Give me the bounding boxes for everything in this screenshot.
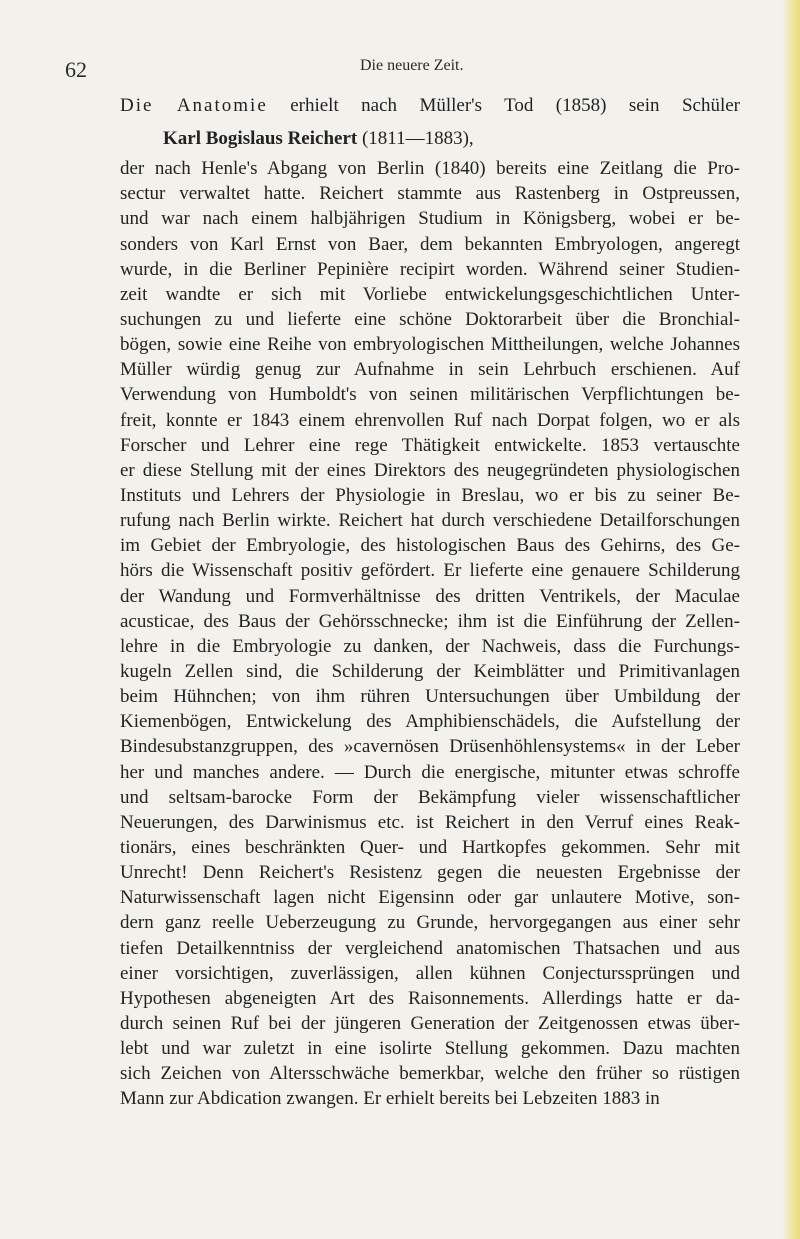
- text-line: sonders von Karl Ernst von Baer, dem bekannten Embryologen, angeregt: [120, 233, 740, 255]
- text-line: wurde, in die Berliner Pepinière recipirt worden. Während seiner Studien-: [120, 258, 740, 280]
- text-line: zeit wandte er sich mit Vorliebe entwickelungsgeschichtlichen Unter-: [120, 283, 740, 305]
- intro-rest: erhielt nach Müller's Tod (1858) sein Schüler: [267, 95, 740, 116]
- text-line: Instituts und Lehrers der Physiologie in Breslau, wo er bis zu seiner Be-: [120, 484, 740, 506]
- intro-spaced-word: Die Anatomie: [120, 95, 268, 116]
- text-line: tiefen Detailkenntniss der vergleichend anatomischen Thatsachen und aus: [120, 937, 740, 959]
- text-line: sectur verwaltet hatte. Reichert stammte aus Rastenberg in Ostpreussen,: [120, 183, 740, 205]
- text-line: her und manches andere. — Durch die energische, mitunter etwas schroffe: [120, 761, 740, 783]
- person-dates: (1811—1883),: [357, 128, 474, 150]
- text-line: sich Zeichen von Altersschwäche bemerkbar, welche den früher so rüstigen: [120, 1063, 740, 1085]
- text-line: Mann zur Abdication zwangen. Er erhielt bereits bei Lebzeiten 1883 in: [120, 1088, 660, 1110]
- text-line: Bindesubstanzgruppen, des »cavernösen Drüsenhöhlensystems« in der Leber: [120, 736, 740, 758]
- text-line: dern ganz reelle Ueberzeugung zu Grunde, hervorgegangen aus einer sehr: [120, 912, 740, 934]
- text-line: der nach Henle's Abgang von Berlin (1840) bereits eine Zeitlang die Pro-: [120, 158, 740, 180]
- text-line: lehre in die Embryologie zu danken, der Nachweis, dass die Furchungs-: [120, 635, 740, 657]
- text-line: bögen, sowie eine Reihe von embryologischen Mittheilungen, welche Johannes: [120, 334, 740, 356]
- text-line: beim Hühnchen; von ihm rühren Untersuchungen über Umbildung der: [120, 686, 740, 708]
- text-line: Verwendung von Humboldt's von seinen militärischen Verpflichtungen be-: [120, 384, 740, 406]
- text-line: lebt und war zuletzt in eine isolirte Stellung gekommen. Dazu machten: [120, 1038, 740, 1060]
- text-line: Müller würdig genug zur Aufnahme in sein Lehrbuch erschienen. Auf: [120, 359, 740, 381]
- text-line: Kiemenbögen, Entwickelung des Amphibienschädels, die Aufstellung der: [120, 711, 740, 733]
- body-text: [120, 93, 740, 1111]
- text-line: Naturwissenschaft lagen nicht Eigensinn oder gar unlautere Motive, son-: [120, 887, 740, 909]
- text-line: Hypothesen abgeneigten Art des Raisonnements. Allerdings hatte er da-: [120, 987, 740, 1009]
- text-line: Unrecht! Denn Reichert's Resistenz gegen die neuesten Ergebnisse der: [120, 862, 740, 884]
- text-line: im Gebiet der Embryologie, des histologischen Baus des Gehirns, des Ge-: [120, 535, 740, 557]
- text-line: rufung nach Berlin wirkte. Reichert hat durch verschiedene Detailforschungen: [120, 510, 740, 532]
- text-line: Forscher und Lehrer eine rege Thätigkeit entwickelte. 1853 vertauschte: [120, 434, 740, 456]
- text-line: der Wandung und Formverhältnisse des dritten Ventrikels, der Maculae: [120, 585, 740, 607]
- page-number: 62: [65, 57, 87, 82]
- person-name: Karl Bogislaus Reichert: [163, 128, 358, 150]
- text-line: einer vorsichtigen, zuverlässigen, allen kühnen Conjecturssprüngen und: [120, 962, 740, 984]
- person-heading: [120, 122, 740, 156]
- text-line: tionärs, eines beschränkten Quer- und Hartkopfes gekommen. Sehr mit: [120, 836, 740, 858]
- text-line: und war nach einem halbjährigen Studium in Königsberg, wobei er be-: [120, 208, 740, 230]
- text-line: durch seinen Ruf bei der jüngeren Generation der Zeitgenossen etwas über-: [120, 1012, 740, 1034]
- text-line: und seltsam-barocke Form der Bekämpfung vieler wissenschaftlicher: [120, 786, 740, 808]
- text-line: hörs die Wissenschaft positiv gefördert. Er lieferte eine genauere Schilderung: [120, 560, 740, 582]
- page-edge: [782, 0, 800, 1239]
- text-line: Neuerungen, des Darwinismus etc. ist Reichert in den Verruf eines Reak-: [120, 811, 740, 833]
- text-line: kugeln Zellen sind, die Schilderung der Keimblätter und Primitivanlagen: [120, 660, 740, 682]
- text-line: er diese Stellung mit der eines Direktors des neugegründeten physiologischen: [120, 459, 740, 481]
- running-head: Die neuere Zeit.: [360, 57, 464, 74]
- text-line: suchungen zu und lieferte eine schöne Doktorarbeit über die Bronchial-: [120, 308, 740, 330]
- text-line: acusticae, des Baus der Gehörsschnecke; ihm ist die Einführung der Zellen-: [120, 610, 740, 632]
- intro-line: [120, 93, 740, 118]
- text-line: freit, konnte er 1843 einem ehrenvollen Ruf nach Dorpat folgen, wo er als: [120, 409, 740, 431]
